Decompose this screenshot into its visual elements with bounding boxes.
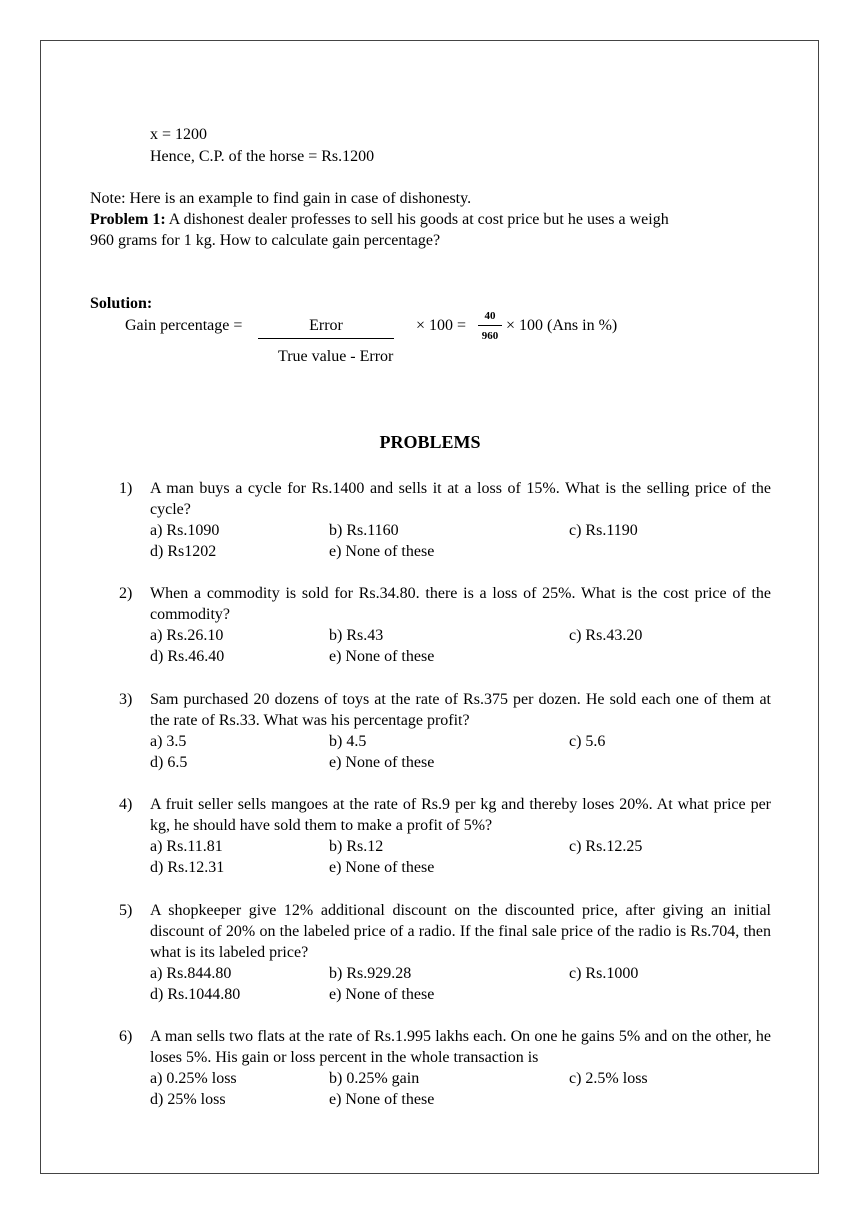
question-number: 5) bbox=[119, 902, 133, 919]
solution-label: Solution: bbox=[90, 295, 153, 312]
options bbox=[150, 963, 771, 1005]
option-c: c) 5.6 bbox=[569, 733, 606, 750]
times-100: × 100 = bbox=[416, 317, 467, 334]
option-a: a) Rs.844.80 bbox=[150, 965, 232, 982]
option-a: a) 0.25% loss bbox=[150, 1070, 237, 1087]
option-e: e) None of these bbox=[329, 648, 435, 665]
gain-label: Gain percentage = bbox=[125, 317, 243, 334]
option-e: e) None of these bbox=[329, 859, 435, 876]
option-a: a) Rs.1090 bbox=[150, 522, 220, 539]
question-text: A fruit seller sells mangoes at the rate of Rs.9 per kg and thereby loses 20%. At what price per kg, he should have sold them to make a profit of 5%? bbox=[150, 796, 771, 834]
option-a: a) Rs.11.81 bbox=[150, 838, 223, 855]
options bbox=[150, 836, 771, 878]
option-b: b) 4.5 bbox=[329, 733, 367, 750]
question-number: 3) bbox=[119, 691, 133, 708]
options bbox=[150, 1068, 771, 1110]
option-e: e) None of these bbox=[329, 986, 435, 1003]
option-c: c) Rs.43.20 bbox=[569, 627, 643, 644]
option-d: d) Rs.1044.80 bbox=[150, 986, 241, 1003]
question-text: A man buys a cycle for Rs.1400 and sells it at a loss of 15%. What is the selling price of the cycle? bbox=[150, 480, 771, 518]
option-b: b) Rs.12 bbox=[329, 838, 384, 855]
question-number: 1) bbox=[119, 480, 133, 497]
option-a: a) Rs.26.10 bbox=[150, 627, 224, 644]
x-value-line: x = 1200 bbox=[150, 126, 208, 143]
option-c: c) Rs.1190 bbox=[569, 522, 638, 539]
question-2 bbox=[119, 583, 771, 667]
option-c: c) Rs.1000 bbox=[569, 965, 639, 982]
options bbox=[150, 731, 771, 773]
option-e: e) None of these bbox=[329, 543, 435, 560]
option-d: d) 25% loss bbox=[150, 1091, 226, 1108]
option-b: b) Rs.1160 bbox=[329, 522, 399, 539]
fraction-denominator: True value - Error bbox=[278, 348, 394, 365]
note-line: Note: Here is an example to find gain in case of dishonesty. bbox=[90, 190, 472, 207]
problem1-text-line1: A dishonest dealer professes to sell his goods at cost price but he uses a weigh bbox=[165, 211, 669, 228]
question-number: 4) bbox=[119, 796, 133, 813]
fraction-bar bbox=[258, 338, 394, 339]
hence-line: Hence, C.P. of the horse = Rs.1200 bbox=[150, 148, 375, 165]
question-3 bbox=[119, 689, 771, 773]
solution-tail: × 100 (Ans in %) bbox=[506, 317, 618, 334]
option-e: e) None of these bbox=[329, 1091, 435, 1108]
question-5 bbox=[119, 900, 771, 1005]
small-fraction-denominator: 960 bbox=[481, 330, 499, 342]
option-d: d) Rs.46.40 bbox=[150, 648, 225, 665]
problem1-line2: 960 grams for 1 kg. How to calculate gain percentage? bbox=[90, 232, 441, 249]
option-a: a) 3.5 bbox=[150, 733, 187, 750]
options bbox=[150, 625, 771, 667]
fraction-numerator: Error bbox=[309, 317, 343, 334]
option-b: b) Rs.43 bbox=[329, 627, 384, 644]
question-1 bbox=[119, 478, 771, 562]
question-text: When a commodity is sold for Rs.34.80. there is a loss of 25%. What is the cost price of the commodity? bbox=[150, 585, 771, 623]
option-d: d) 6.5 bbox=[150, 754, 188, 771]
option-c: c) 2.5% loss bbox=[569, 1070, 648, 1087]
question-text: A man sells two flats at the rate of Rs.1.995 lakhs each. On one he gains 5% and on the other, he loses 5%. His gain or loss percent in the whole transaction is bbox=[150, 1028, 771, 1066]
question-4 bbox=[119, 794, 771, 878]
small-fraction-bar bbox=[478, 325, 502, 326]
problem1-label: Problem 1: bbox=[90, 211, 166, 228]
option-e: e) None of these bbox=[329, 754, 435, 771]
question-text: Sam purchased 20 dozens of toys at the rate of Rs.375 per dozen. He sold each one of them at the rate of Rs.33. What was his percentage profit? bbox=[150, 691, 771, 729]
small-fraction-numerator: 40 bbox=[484, 310, 496, 322]
problems-heading: PROBLEMS bbox=[379, 432, 481, 452]
options bbox=[150, 520, 771, 562]
option-d: d) Rs1202 bbox=[150, 543, 217, 560]
question-text: A shopkeeper give 12% additional discount on the discounted price, after giving an initial discount of 20% on the labeled price of a radio. If the final sale price of the radio is Rs.704, then what is its labeled price? bbox=[150, 902, 771, 961]
option-b: b) Rs.929.28 bbox=[329, 965, 412, 982]
question-number: 6) bbox=[119, 1028, 133, 1045]
question-number: 2) bbox=[119, 585, 133, 602]
option-c: c) Rs.12.25 bbox=[569, 838, 643, 855]
question-6 bbox=[119, 1026, 771, 1110]
option-b: b) 0.25% gain bbox=[329, 1070, 420, 1087]
small-fraction bbox=[478, 309, 502, 343]
problem1-line1 bbox=[90, 209, 669, 230]
option-d: d) Rs.12.31 bbox=[150, 859, 225, 876]
